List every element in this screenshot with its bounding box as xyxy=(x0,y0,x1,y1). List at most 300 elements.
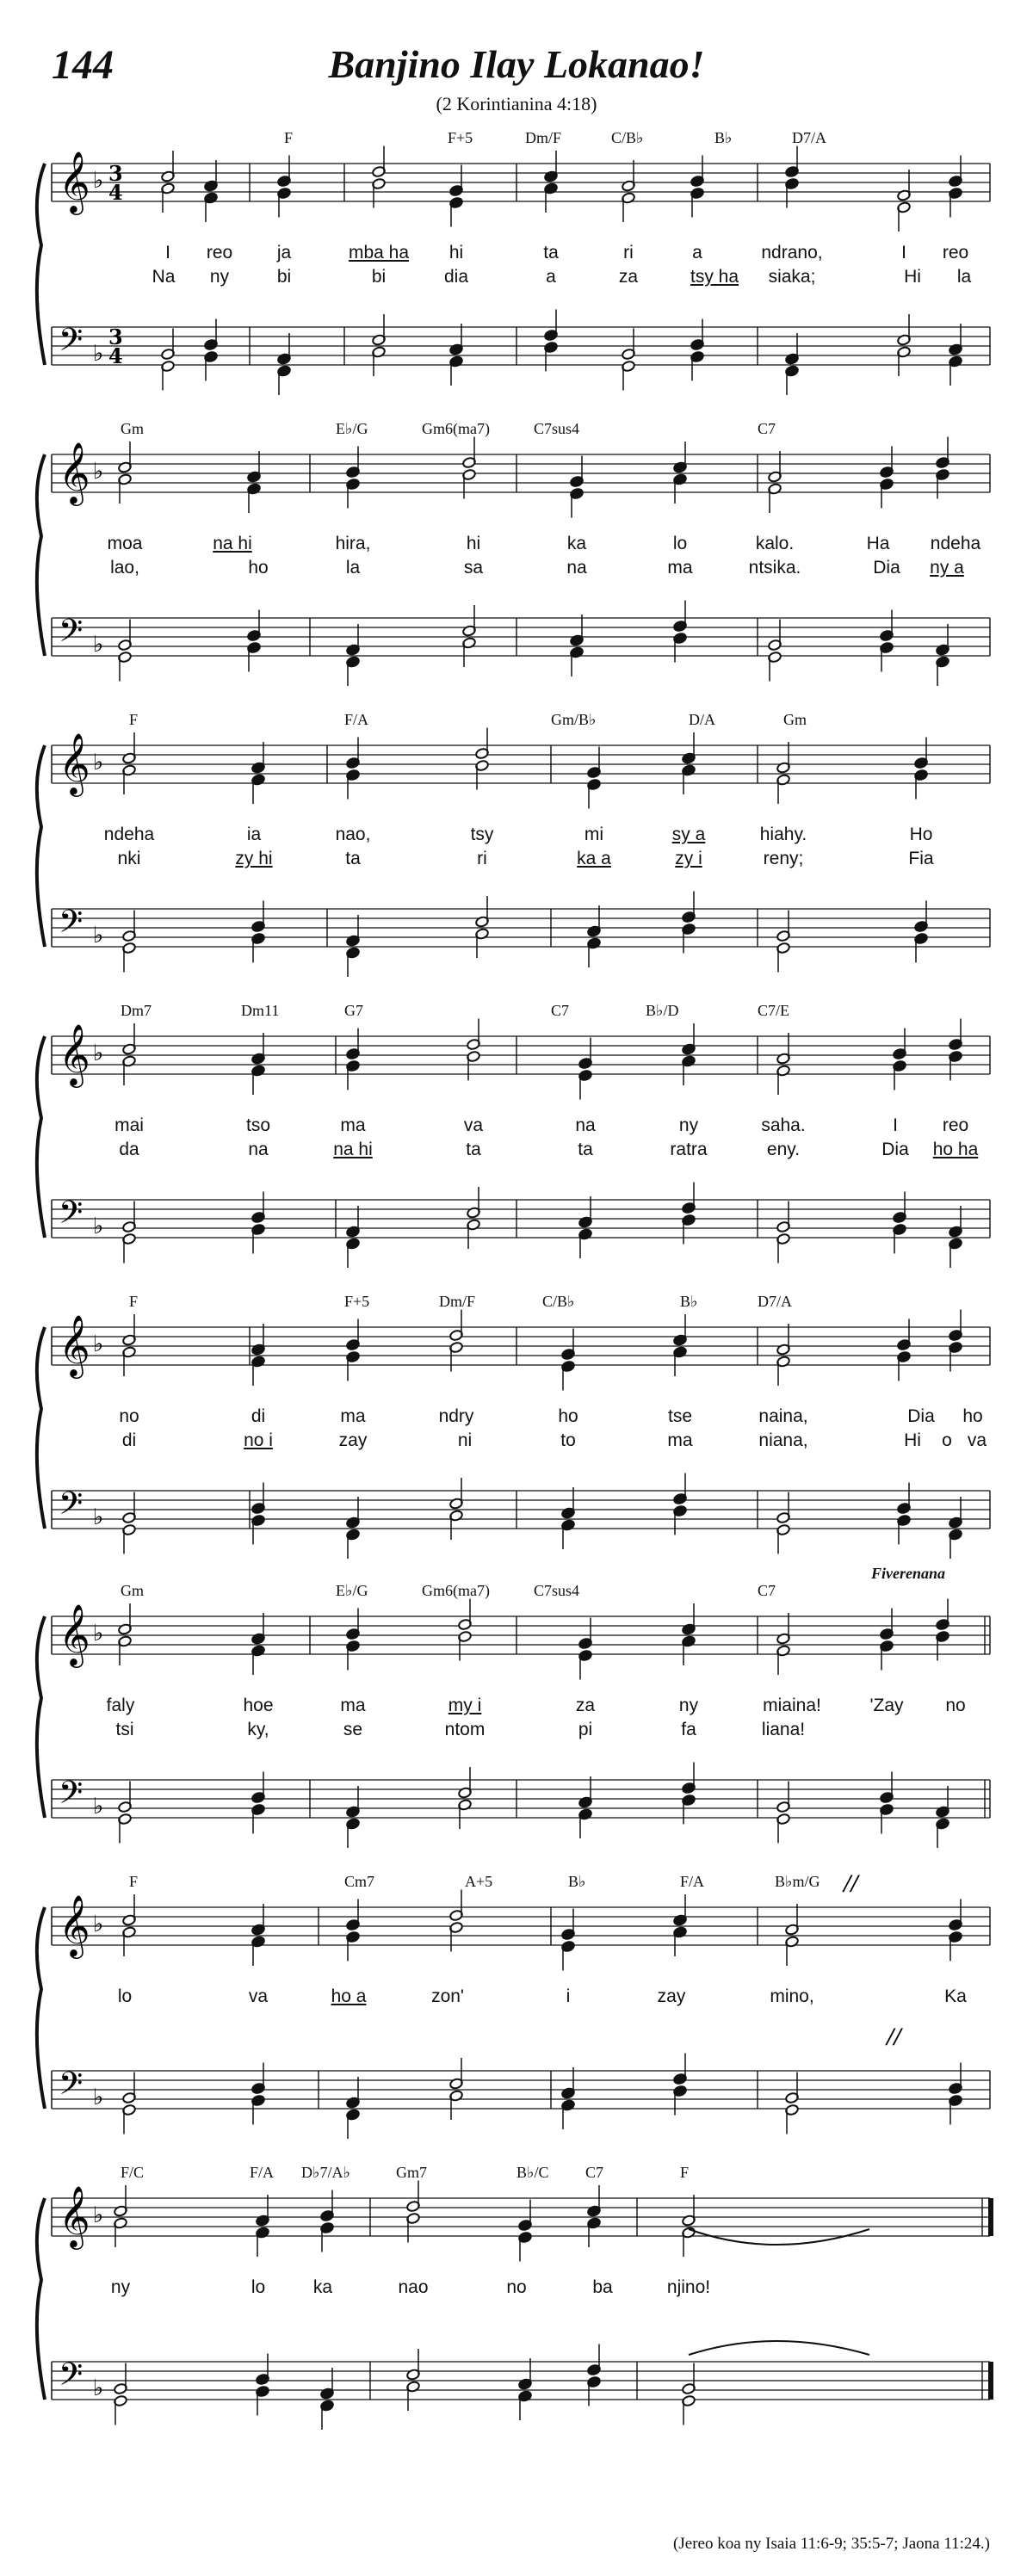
chord-symbol: C7 xyxy=(758,420,776,437)
bass-staff xyxy=(52,327,990,365)
bass-note xyxy=(578,1776,593,1838)
staff-graphics xyxy=(0,1869,1033,2157)
chord-symbol: C7 xyxy=(758,1582,776,1599)
bass-clef-icon: 𝄢 xyxy=(59,2066,84,2110)
chord-symbol: D/A xyxy=(689,711,715,728)
chord-symbol: E♭/G xyxy=(336,420,368,437)
bass-note xyxy=(251,1483,266,1545)
bass-note xyxy=(346,624,361,686)
treble-note xyxy=(346,1609,361,1671)
treble-staff xyxy=(52,1616,990,1654)
lyric-verse-1: mino, xyxy=(770,1986,814,2006)
lyric-verse-1: ja xyxy=(276,243,292,263)
lyric-verse-1: ndrano, xyxy=(761,243,823,263)
flat-icon: ♭ xyxy=(93,632,104,658)
bass-note xyxy=(251,1772,266,1834)
bass-note xyxy=(785,333,800,395)
lyric-verse-2: Dia xyxy=(881,1140,909,1159)
chord-symbol: F+5 xyxy=(344,1293,370,1310)
chord-symbol: C7sus4 xyxy=(534,1582,580,1599)
lyric-verse-1: Ha xyxy=(866,534,890,553)
staff-graphics xyxy=(0,1293,1033,1577)
flat-icon: ♭ xyxy=(93,1504,104,1530)
treble-note xyxy=(914,738,929,800)
treble-note xyxy=(682,1023,696,1085)
system-brace xyxy=(37,454,45,656)
lyric-verse-1: i xyxy=(566,1986,571,2006)
lyric-verse-2: ta xyxy=(578,1140,593,1159)
chord-symbol: F xyxy=(129,1873,139,1890)
lyric-verse-1: I xyxy=(893,1115,898,1135)
bass-note xyxy=(949,1206,963,1268)
bass-note xyxy=(776,1202,791,1263)
bass-note xyxy=(346,1786,361,1848)
treble-clef-icon: 𝄞 xyxy=(59,1893,90,1956)
treble-staff xyxy=(52,1327,990,1365)
bass-note xyxy=(682,1183,696,1245)
bass-staff xyxy=(52,1200,990,1238)
treble-note xyxy=(578,1038,593,1100)
treble-note xyxy=(251,1033,266,1095)
time-signature: 3 xyxy=(108,161,123,186)
treble-note xyxy=(776,1613,791,1675)
treble-staff xyxy=(52,1036,990,1074)
bass-note xyxy=(673,2054,688,2116)
staff-graphics xyxy=(0,1582,1033,1866)
bass-note xyxy=(346,2077,361,2139)
treble-note xyxy=(247,451,262,513)
treble-clef-icon: 𝄞 xyxy=(59,1022,90,1085)
bass-note xyxy=(561,1487,576,1549)
bass-note xyxy=(256,2354,270,2416)
score-system-5 xyxy=(0,1293,1033,1577)
tie xyxy=(689,2229,869,2245)
lyric-verse-1: ny xyxy=(678,1696,699,1715)
treble-clef-icon: 𝄞 xyxy=(59,150,90,213)
bass-note xyxy=(346,1206,361,1268)
chord-symbol: F xyxy=(129,1293,139,1310)
scripture-reference: (2 Korintianina 4:18) xyxy=(436,93,597,114)
lyric-verse-2: la xyxy=(956,267,972,287)
chord-symbol: B♭/C xyxy=(516,2164,549,2181)
chord-symbol: B♭ xyxy=(568,1873,586,1890)
treble-note xyxy=(544,151,559,213)
chord-symbol: C7 xyxy=(585,2164,604,2181)
lyric-verse-2: ho xyxy=(248,558,269,578)
lyric-verse-1: no xyxy=(506,2277,527,2297)
bass-note xyxy=(114,2363,128,2425)
flat-icon: ♭ xyxy=(93,341,104,367)
bass-note xyxy=(936,624,950,686)
lyric-verse-1: reo xyxy=(942,1115,969,1135)
system-brace xyxy=(37,164,45,365)
lyric-verse-1: mai xyxy=(114,1115,144,1135)
lyric-verse-2: zay xyxy=(338,1430,368,1450)
lyric-verse-1: nao xyxy=(398,2277,429,2297)
lyric-verse-2: zy i xyxy=(675,849,702,868)
lyric-verse-1: moa xyxy=(107,534,143,553)
lyric-verse-1: a xyxy=(692,243,702,263)
flat-icon: ♭ xyxy=(93,1214,104,1239)
staff-graphics xyxy=(0,2164,1033,2448)
bass-note xyxy=(320,2368,335,2430)
system-brace xyxy=(37,2198,45,2400)
treble-note xyxy=(449,1890,464,1952)
bass-note xyxy=(251,901,266,963)
treble-note xyxy=(561,1329,576,1391)
score-system-6 xyxy=(0,1565,1033,1866)
lyric-verse-2: ny a xyxy=(930,558,964,578)
chord-symbol: E♭/G xyxy=(336,1582,368,1599)
lyric-verse-2: bi xyxy=(276,267,292,287)
lyric-verse-1: ka xyxy=(312,2277,333,2297)
lyric-verse-2: Hi xyxy=(904,1430,921,1450)
bass-note xyxy=(118,620,133,682)
treble-note xyxy=(346,447,361,509)
lyric-verse-2: o xyxy=(942,1430,952,1450)
chord-symbol: Gm xyxy=(121,1582,144,1599)
bass-note xyxy=(204,319,219,381)
lyric-verse-1: mba ha xyxy=(348,243,410,263)
chord-symbol: C7/E xyxy=(758,1002,790,1019)
lyric-verse-1: lo xyxy=(251,2277,266,2297)
bass-note xyxy=(122,911,137,973)
chord-symbol: F/A xyxy=(344,711,369,728)
treble-note xyxy=(372,146,387,208)
chord-symbol: F/C xyxy=(121,2164,145,2181)
treble-clef-icon: 𝄞 xyxy=(59,1313,90,1376)
bass-clef-icon: 𝄢 xyxy=(59,2357,84,2400)
lyric-verse-1: I xyxy=(165,243,170,263)
treble-note xyxy=(673,1894,688,1956)
chord-symbol: A+5 xyxy=(465,1873,493,1890)
lyric-verse-2: Na xyxy=(152,267,176,287)
lyric-verse-1: ny xyxy=(110,2277,131,2297)
treble-note xyxy=(587,2185,602,2247)
treble-note xyxy=(320,2190,335,2252)
chord-symbol: F/A xyxy=(680,1873,705,1890)
chord-symbol: D♭7/A♭ xyxy=(301,2164,350,2181)
lyric-verse-2: ratra xyxy=(670,1140,708,1159)
flat-icon: ♭ xyxy=(93,923,104,948)
chord-symbol: F xyxy=(129,711,139,728)
bass-note xyxy=(122,1492,137,1554)
chord-symbol: F xyxy=(680,2164,690,2181)
treble-note xyxy=(118,442,133,503)
lyric-verse-1: ny xyxy=(678,1115,699,1135)
bass-note xyxy=(768,620,782,682)
bass-note xyxy=(949,324,963,386)
lyric-verse-1: kalo. xyxy=(755,534,795,553)
bass-note xyxy=(578,1196,593,1258)
bass-note xyxy=(897,1483,912,1545)
lyric-verse-1: ho a xyxy=(331,1986,367,2006)
treble-note xyxy=(880,447,894,509)
treble-note xyxy=(949,1900,963,1961)
bass-note xyxy=(880,1772,894,1834)
lyric-verse-1: saha. xyxy=(761,1115,806,1135)
tie xyxy=(689,2341,869,2355)
bass-note xyxy=(682,1763,696,1825)
bass-note xyxy=(893,1192,907,1254)
section-label: Fiverenana xyxy=(871,1565,946,1582)
lyric-verse-1: Ka xyxy=(944,1986,967,2006)
lyric-verse-2: ka a xyxy=(577,849,611,868)
score-system-1 xyxy=(0,129,1033,413)
lyric-verse-1: tsy xyxy=(470,825,494,844)
chord-symbol: Dm/F xyxy=(439,1293,476,1310)
lyric-verse-2: da xyxy=(119,1140,139,1159)
lyric-verse-1: tse xyxy=(667,1406,693,1426)
treble-note xyxy=(256,2195,270,2257)
chord-symbol: B♭/D xyxy=(646,1002,679,1019)
treble-staff xyxy=(52,1907,990,1945)
lyric-verse-1: ndry xyxy=(438,1406,474,1426)
chord-symbol: F xyxy=(284,129,294,146)
bass-note xyxy=(247,610,262,672)
flat-icon: ♭ xyxy=(93,1621,104,1646)
bass-note xyxy=(776,911,791,973)
treble-note xyxy=(458,1599,473,1661)
score-system-8 xyxy=(0,2164,1033,2448)
bass-clef-icon: 𝄢 xyxy=(59,613,84,657)
hymn-title: Banjino Ilay Lokanao! xyxy=(328,42,705,86)
treble-note xyxy=(682,2195,696,2257)
bass-note xyxy=(161,329,176,391)
flat-icon: ♭ xyxy=(93,2375,104,2401)
treble-note xyxy=(622,160,636,222)
treble-note xyxy=(161,151,176,213)
bass-note xyxy=(122,2073,137,2134)
staff-graphics xyxy=(0,711,1033,995)
lyric-verse-2: di xyxy=(121,1430,137,1450)
bass-clef-icon: 𝄢 xyxy=(59,904,84,948)
chord-symbol: C7sus4 xyxy=(534,420,580,437)
caesura-icon: // xyxy=(844,1869,858,1898)
lyric-verse-2: ri xyxy=(477,849,487,868)
lyric-verse-1: va xyxy=(463,1115,484,1135)
lyric-verse-2: Hi xyxy=(904,267,921,287)
lyric-verse-2: va xyxy=(967,1430,987,1450)
lyric-verse-2: ta xyxy=(466,1140,481,1159)
score-system-7 xyxy=(0,1869,1033,2157)
flat-icon: ♭ xyxy=(93,168,104,194)
treble-note xyxy=(785,1904,800,1966)
bass-note xyxy=(561,2067,576,2129)
lyric-verse-2: ma xyxy=(667,558,693,578)
treble-note xyxy=(893,1029,907,1090)
lyric-verse-1: mi xyxy=(584,825,604,844)
treble-note xyxy=(346,738,361,800)
bass-note xyxy=(776,1782,791,1844)
treble-note xyxy=(346,1900,361,1961)
chord-symbol: Cm7 xyxy=(344,1873,375,1890)
bass-note xyxy=(880,610,894,672)
lyric-verse-2: no i xyxy=(244,1430,273,1450)
bass-note xyxy=(372,314,387,376)
lyric-verse-2: la xyxy=(345,558,361,578)
chord-symbol: Gm xyxy=(121,420,144,437)
treble-note xyxy=(114,2185,128,2247)
lyric-verse-1: ri xyxy=(623,243,634,263)
treble-note xyxy=(785,146,800,208)
lyric-verse-2: ho ha xyxy=(932,1140,979,1159)
bass-note xyxy=(449,2058,464,2120)
treble-note xyxy=(449,165,464,227)
flat-icon: ♭ xyxy=(93,459,104,485)
lyric-verse-2: na hi xyxy=(333,1140,373,1159)
lyric-verse-2: pi xyxy=(578,1720,593,1739)
system-brace xyxy=(37,1907,45,2109)
treble-note xyxy=(949,1019,963,1081)
system-brace xyxy=(37,1327,45,1529)
treble-note xyxy=(776,1324,791,1386)
bass-clef-icon: 𝄢 xyxy=(59,1195,84,1239)
chord-symbol: D7/A xyxy=(758,1293,792,1310)
lyric-verse-2: fa xyxy=(681,1720,696,1739)
lyric-verse-1: za xyxy=(575,1696,596,1715)
treble-staff xyxy=(52,454,990,492)
treble-note xyxy=(118,1603,133,1665)
treble-note xyxy=(475,728,490,790)
bass-note xyxy=(449,324,464,386)
chord-symbol: F+5 xyxy=(448,129,473,146)
bass-note xyxy=(406,2349,421,2411)
lyric-verse-1: hi xyxy=(466,534,481,553)
lyric-verse-2: ny xyxy=(209,267,230,287)
bass-note xyxy=(690,319,705,381)
bass-note xyxy=(118,1782,133,1844)
score-system-2 xyxy=(0,420,1033,704)
bass-note xyxy=(122,1202,137,1263)
treble-note xyxy=(518,2200,533,2262)
lyric-verse-1: ma xyxy=(340,1696,366,1715)
chord-symbol: D7/A xyxy=(792,129,826,146)
lyric-verse-2: a xyxy=(546,267,556,287)
lyric-verse-1: no xyxy=(119,1406,139,1426)
lyric-verse-1: ta xyxy=(543,243,559,263)
score-system-3 xyxy=(0,711,1033,995)
treble-staff xyxy=(52,2198,990,2236)
lyric-verse-1: naina, xyxy=(758,1406,808,1426)
flat-icon: ♭ xyxy=(93,1331,104,1357)
lyric-verse-2: Fia xyxy=(908,849,934,868)
bass-note xyxy=(785,2073,800,2134)
lyric-verse-1: njino! xyxy=(666,2277,711,2297)
lyric-verse-1: va xyxy=(248,1986,269,2006)
bass-note xyxy=(673,1473,688,1535)
system-brace xyxy=(37,745,45,947)
lyric-verse-1: faly xyxy=(106,1696,135,1715)
lyric-verse-2: ni xyxy=(457,1430,473,1450)
flat-icon: ♭ xyxy=(93,2085,104,2110)
treble-clef-icon: 𝄞 xyxy=(59,1603,90,1665)
lyric-verse-1: ma xyxy=(340,1406,366,1426)
treble-note xyxy=(570,456,585,518)
chord-symbol: B♭m/G xyxy=(775,1873,820,1890)
treble-note xyxy=(346,1319,361,1381)
bass-note xyxy=(622,329,636,391)
treble-clef-icon: 𝄞 xyxy=(59,732,90,794)
bass-clef-icon: 𝄢 xyxy=(59,322,84,366)
chord-symbol: B♭ xyxy=(680,1293,698,1310)
treble-note xyxy=(346,1029,361,1090)
treble-note xyxy=(122,1894,137,1956)
treble-note xyxy=(251,1324,266,1386)
lyric-verse-2: za xyxy=(618,267,639,287)
chord-symbol: Dm7 xyxy=(121,1002,152,1019)
bass-note xyxy=(467,1187,481,1249)
bass-note xyxy=(277,333,292,395)
time-signature: 3 xyxy=(108,324,123,349)
treble-note xyxy=(251,1613,266,1675)
lyric-verse-1: ia xyxy=(246,825,262,844)
lyric-verse-1: I xyxy=(901,243,906,263)
chord-symbol: F/A xyxy=(250,2164,275,2181)
treble-note xyxy=(449,1310,464,1372)
bass-staff xyxy=(52,909,990,947)
bass-note xyxy=(462,605,477,667)
lyric-verse-1: tso xyxy=(245,1115,271,1135)
lyric-verse-1: 'Zay xyxy=(869,1696,904,1715)
flat-icon: ♭ xyxy=(93,1794,104,1819)
caesura-icon: // xyxy=(887,2023,901,2051)
lyric-verse-2: lao, xyxy=(110,558,139,578)
treble-note xyxy=(561,1909,576,1971)
lyric-verse-2: Dia xyxy=(873,558,900,578)
lyric-verse-1: sy a xyxy=(671,825,706,844)
system-brace xyxy=(37,1036,45,1238)
lyric-verse-2: bi xyxy=(371,267,387,287)
lyric-verse-1: my i xyxy=(448,1696,482,1715)
treble-note xyxy=(949,156,963,218)
chord-symbol: Dm/F xyxy=(525,129,562,146)
lyric-verse-1: ndeha xyxy=(103,825,155,844)
treble-note xyxy=(251,742,266,804)
lyric-verse-2: tsi xyxy=(115,1720,134,1739)
treble-note xyxy=(682,1603,696,1665)
treble-note xyxy=(690,156,705,218)
treble-note xyxy=(277,156,292,218)
bass-note xyxy=(251,1192,266,1254)
treble-note xyxy=(251,1904,266,1966)
treble-note xyxy=(406,2181,421,2243)
lyric-verse-1: ho xyxy=(558,1406,578,1426)
treble-clef-icon: 𝄞 xyxy=(59,441,90,503)
chord-symbol: C7 xyxy=(551,1002,570,1019)
lyric-verse-1: Ho xyxy=(909,825,933,844)
lyric-verse-1: lo xyxy=(117,1986,133,2006)
lyric-verse-1: ka xyxy=(566,534,587,553)
lyric-verse-1: hi xyxy=(448,243,464,263)
chord-symbol: G7 xyxy=(344,1002,363,1019)
lyric-verse-1: no xyxy=(945,1696,966,1715)
lyric-verse-2: ky, xyxy=(247,1720,269,1739)
bass-staff xyxy=(52,1491,990,1529)
chord-symbol: C/B♭ xyxy=(542,1293,575,1310)
lyric-verse-2: siaka; xyxy=(768,267,816,287)
bass-note xyxy=(673,601,688,663)
bass-staff xyxy=(52,2071,990,2109)
lyric-verse-1: hiahy. xyxy=(759,825,807,844)
treble-note xyxy=(776,742,791,804)
lyric-verse-1: di xyxy=(251,1406,266,1426)
treble-note xyxy=(467,1019,481,1081)
treble-note xyxy=(587,747,602,809)
lyric-verse-1: ba xyxy=(592,2277,613,2297)
treble-note xyxy=(776,1033,791,1095)
treble-note xyxy=(949,1310,963,1372)
